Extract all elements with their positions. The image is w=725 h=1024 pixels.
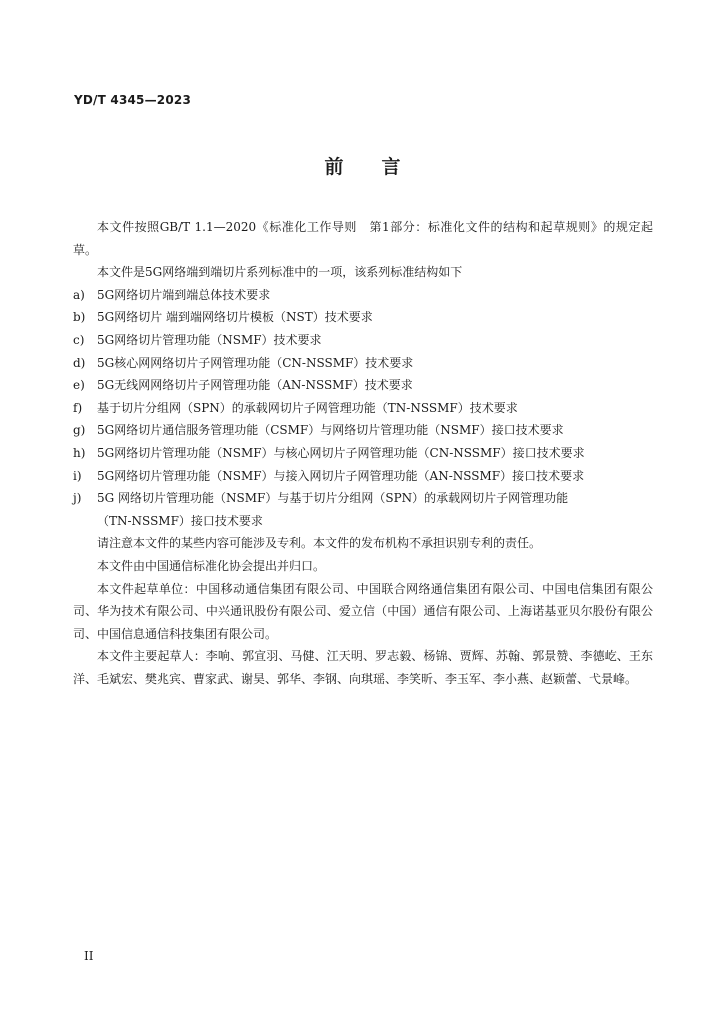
- paragraph-drafters: 本文件主要起草人：李响、郭宣羽、马健、江天明、罗志毅、杨锦、贾辉、苏翰、郭景赞、李德屹、王东洋、毛斌宏、樊兆宾、曹家武、谢昊、郭华、李钢、向琪瑶、李笑昕、李玉军、李小燕、赵颖蕾、弋景峰。: [73, 649, 653, 686]
- list-marker: c): [73, 332, 85, 347]
- document-body: [73, 216, 653, 690]
- list-text: 5G 网络切片管理功能（NSMF）与基于切片分组网（SPN）的承载网切片子网管理功能: [97, 491, 569, 506]
- list-marker: a): [73, 287, 85, 302]
- list-marker: d): [73, 355, 86, 370]
- list-text: 5G核心网网络切片子网管理功能（CN-NSSMF）技术要求: [97, 355, 414, 370]
- list-item: [73, 284, 653, 307]
- list-marker: i): [73, 468, 82, 483]
- list-item: [73, 465, 653, 488]
- paragraph-patent-notice: 请注意本文件的某些内容可能涉及专利。本文件的发布机构不承担识别专利的责任。: [97, 536, 542, 551]
- list-item: [73, 329, 653, 352]
- standard-code: YD/T 4345—2023: [74, 93, 191, 107]
- list-marker: j): [73, 491, 82, 506]
- list-marker: h): [73, 445, 86, 460]
- paragraph-proposer: 本文件由中国通信标准化协会提出并归口。: [97, 558, 326, 573]
- list-text-block: [97, 487, 653, 532]
- list-text: 5G网络切片管理功能（NSMF）与接入网切片子网管理功能（AN-NSSMF）接口技术要求: [97, 468, 585, 483]
- list-item: [73, 374, 653, 397]
- list-marker: b): [73, 310, 86, 325]
- list-marker: e): [73, 378, 85, 393]
- list-text: 5G无线网网络切片子网管理功能（AN-NSSMF）技术要求: [97, 378, 413, 393]
- list-item: [73, 352, 653, 375]
- list-item: [73, 397, 653, 420]
- paragraph-series-intro: 本文件是5G网络端到端切片系列标准中的一项，该系列标准结构如下: [97, 265, 463, 280]
- list-text: 基于切片分组网（SPN）的承载网切片子网管理功能（TN-NSSMF）技术要求: [97, 400, 518, 415]
- paragraph-drafting-rules: 本文件按照GB/T 1.1—2020《标准化工作导则 第1部分：标准化文件的结构和起草规则》的规定起草。: [73, 220, 653, 257]
- page-number: II: [84, 949, 94, 963]
- list-item: [73, 306, 653, 329]
- list-text: 5G网络切片通信服务管理功能（CSMF）与网络切片管理功能（NSMF）接口技术要求: [97, 423, 564, 438]
- paragraph-drafting-units: 本文件起草单位：中国移动通信集团有限公司、中国联合网络通信集团有限公司、中国电信集团有限公司、华为技术有限公司、中兴通讯股份有限公司、爱立信（中国）通信有限公司、上海诺基亚贝尔股份有限公司、中国信息通信科技集团有限公司。: [73, 581, 653, 641]
- list-text: 5G网络切片端到端总体技术要求: [97, 287, 271, 302]
- list-item: [73, 442, 653, 465]
- list-marker: f): [73, 400, 83, 415]
- list-text: 5G网络切片 端到端网络切片模板（NST）技术要求: [97, 310, 373, 325]
- list-item: [73, 419, 653, 442]
- title-char-1: 前: [324, 156, 344, 178]
- page-title: [0, 152, 725, 179]
- list-text: 5G网络切片管理功能（NSMF）技术要求: [97, 332, 322, 347]
- list-marker: g): [73, 423, 86, 438]
- list-text: 5G网络切片管理功能（NSMF）与核心网切片子网管理功能（CN-NSSMF）接口技术要求: [97, 445, 585, 460]
- list-text-continuation: （TN-NSSMF）接口技术要求: [97, 513, 263, 528]
- list-item: [73, 487, 653, 532]
- title-char-2: 言: [381, 156, 401, 178]
